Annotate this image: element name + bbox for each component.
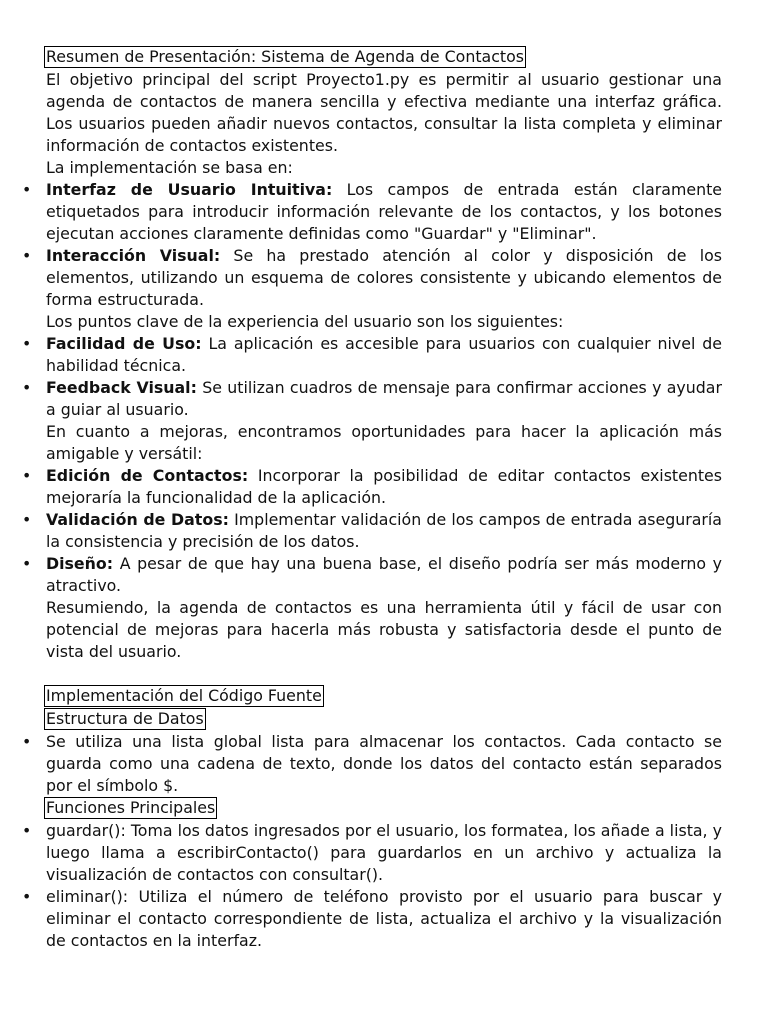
implementation-list [22,179,722,311]
item-term: Validación de Datos: [46,510,229,529]
subheading-main-functions: Funciones Principales [46,798,216,817]
list-item [22,333,722,377]
item-text: Se utilizan cuadros de mensaje para confirmar acciones y ayudar a guiar al usuario. [46,378,722,419]
item-text: La aplicación es accesible para usuarios con cualquier nivel de habilidad técnica. [46,334,722,375]
implementation-lead: La implementación se basa en: [46,158,293,177]
bullet-icon: • [22,378,32,397]
item-term: Feedback Visual: [46,378,197,397]
list-item [22,179,722,245]
list-item [22,245,722,311]
list-item [22,553,722,597]
item-text: Se ha prestado atención al color y disposición de los elementos, utilizando un esquema de colores consistente y ubicando elementos de forma estructurada. [46,246,722,309]
list-item [22,509,722,553]
document-page [22,46,722,952]
item-text: guardar(): Toma los datos ingresados por el usuario, los formatea, los añade a lista, y luego llama a escribirContacto() para guardarlos en un archivo y actualiza la visualización de contactos con consultar(). [46,821,722,884]
item-text: A pesar de que hay una buena base, el diseño podría ser más moderno y atractivo. [46,554,722,595]
item-term: Interfaz de Usuario Intuitiva: [46,180,333,199]
bullet-icon: • [22,180,32,199]
item-term: Diseño: [46,554,114,573]
functions-list [22,820,722,952]
bullet-icon: • [22,554,32,573]
section-heading-summary: Resumen de Presentación: Sistema de Agenda de Contactos [46,47,525,66]
list-item [22,820,722,886]
bullet-icon: • [22,821,32,840]
section-spacer [46,663,722,685]
summary-paragraph: Resumiendo, la agenda de contactos es una herramienta útil y fácil de usar con potencial de mejoras para hacerla más robusta y satisfactoria desde el punto de vista del usuario. [46,598,722,661]
bullet-icon: • [22,466,32,485]
bullet-icon: • [22,510,32,529]
intro-paragraph: El objetivo principal del script Proyecto1.py es permitir al usuario gestionar una agenda de contactos de manera sencilla y efectiva mediante una interfaz gráfica. Los usuarios pueden añadir nuevos contactos, consultar la lista completa y eliminar información de contactos existentes. [46,70,722,155]
improvements-lead: En cuanto a mejoras, encontramos oportunidades para hacer la aplicación más amigable y versátil: [46,422,722,463]
list-item [22,886,722,952]
ux-lead: Los puntos clave de la experiencia del usuario son los siguientes: [46,312,564,331]
subheading-data-structure: Estructura de Datos [46,709,204,728]
item-term: Facilidad de Uso: [46,334,202,353]
item-text: Incorporar la posibilidad de editar contactos existentes mejoraría la funcionalidad de la aplicación. [46,466,722,507]
item-text: Se utiliza una lista global lista para almacenar los contactos. Cada contacto se guarda como una cadena de texto, donde los datos del contacto están separados por el símbolo $. [46,732,722,795]
item-term: Interacción Visual: [46,246,221,265]
item-text: eliminar(): Utiliza el número de teléfono provisto por el usuario para buscar y eliminar el contacto correspondiente de lista, actualiza el archivo y la visualización de contactos en la interfaz. [46,887,722,950]
bullet-icon: • [22,334,32,353]
improvements-list [22,465,722,597]
list-item [22,731,722,797]
item-text: Implementar validación de los campos de entrada aseguraría la consistencia y precisión de los datos. [46,510,722,551]
data-structure-list [22,731,722,797]
bullet-icon: • [22,732,32,751]
bullet-icon: • [22,246,32,265]
ux-list [22,333,722,421]
item-text: Los campos de entrada están claramente etiquetados para introducir información relevante de los contactos, y los botones ejecutan acciones claramente definidas como "Guardar" y "Eliminar". [46,180,722,243]
bullet-icon: • [22,887,32,906]
item-term: Edición de Contactos: [46,466,249,485]
list-item [22,377,722,421]
list-item [22,465,722,509]
section-heading-implementation: Implementación del Código Fuente [46,686,322,705]
